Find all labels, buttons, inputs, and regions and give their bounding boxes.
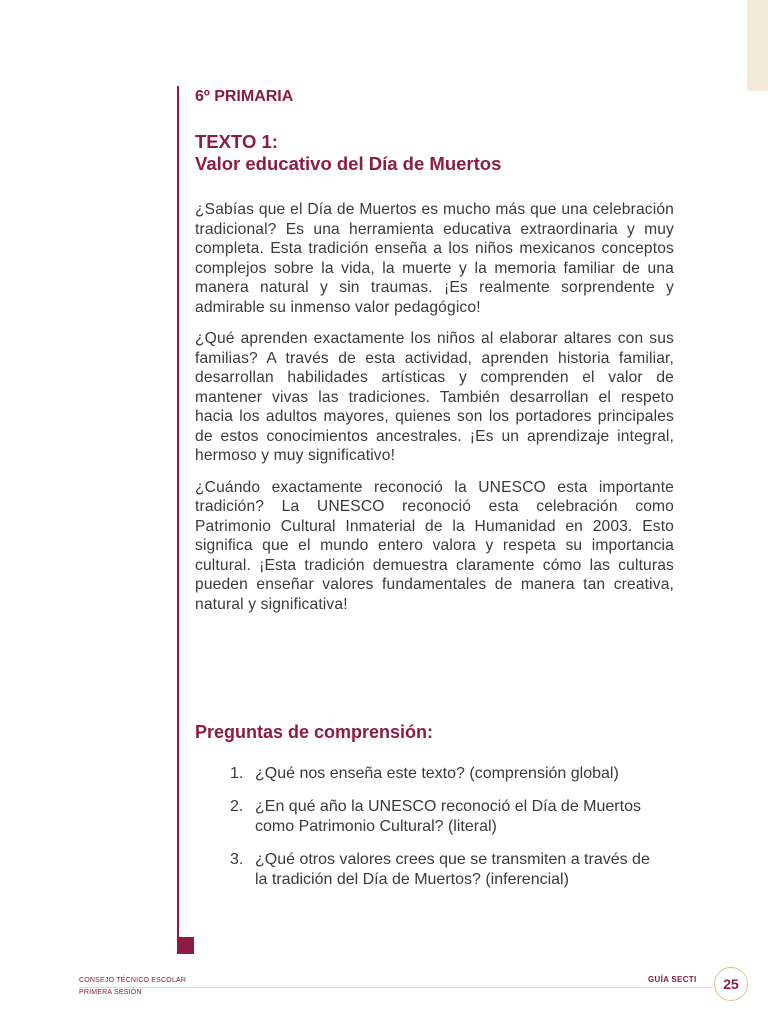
question-number: 2. [230, 797, 244, 815]
footer-line-2: PRIMERA SESIÓN [79, 989, 142, 996]
question-text: ¿Qué nos enseña este texto? (comprensión global) [255, 765, 619, 782]
questions-title: Preguntas de comprensión: [195, 722, 434, 742]
grade-label: 6º PRIMARIA [195, 88, 294, 105]
text-title [195, 131, 695, 175]
question-item-2 [230, 797, 650, 838]
corner-tab-decoration [747, 0, 768, 91]
questions-list [230, 764, 650, 903]
article-body [195, 200, 674, 626]
question-number: 1. [230, 765, 244, 782]
margin-block-decoration [177, 937, 194, 954]
paragraph-2: ¿Qué aprenden exactamente los niños al elaborar altares con sus familias? A través de esta actividad, aprenden historia familiar, desarrollan habilidades artísticas y comprenden el valor de mantener vivas las tradiciones. También desarrollan el respeto hacia los adultos mayores, quienes son los portadores principales de estos conocimientos ancestrales. ¡Es un aprendizaje integral, hermoso y muy significativo! [195, 330, 674, 464]
question-text: ¿Qué otros valores crees que se transmiten a través de la tradición del Día de Muertos? (inferencial) [255, 850, 650, 888]
paragraph-3: ¿Cuándo exactamente reconoció la UNESCO esta importante tradición? La UNESCO reconoció esta celebración como Patrimonio Cultural Inmaterial de la Humanidad en 2003. Esto significa que el mundo entero valora y respeta su importancia cultural. ¡Esta tradición demuestra claramente cómo las culturas pueden enseñar valores fundamentales de manera tan creativa, natural y significativa! [195, 478, 674, 613]
footer-guide-label: GUÍA SECTI [648, 975, 697, 984]
question-item-3 [230, 850, 650, 891]
title-line-2: Valor educativo del Día de Muertos [195, 153, 502, 174]
question-number: 3. [230, 850, 244, 868]
margin-rule [177, 86, 179, 944]
question-text: ¿En qué año la UNESCO reconoció el Día de Muertos como Patrimonio Cultural? (literal) [255, 797, 641, 835]
question-item-1 [230, 764, 650, 785]
footer-session-info [79, 975, 186, 999]
title-line-1: TEXTO 1: [195, 131, 278, 152]
page-number: 25 [714, 967, 748, 1001]
footer-line-1: CONSEJO TÉCNICO ESCOLAR [79, 977, 187, 984]
paragraph-1: ¿Sabías que el Día de Muertos es mucho más que una celebración tradicional? Es una herramienta educativa extraordinaria y muy completa. Esta tradición enseña a los niños mexicanos conceptos complejos sobre la vida, la muerte y la memoria familiar de una manera natural y sin traumas. ¡Es realmente sorprendente y admirable su inmenso valor pedagógico! [195, 201, 674, 316]
